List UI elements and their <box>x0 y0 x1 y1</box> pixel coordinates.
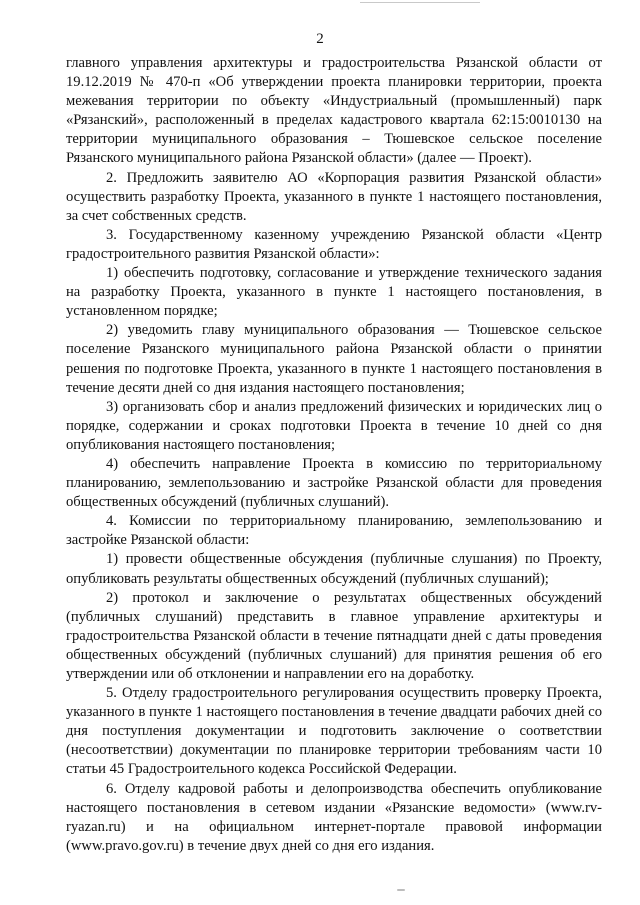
document-body <box>66 54 602 856</box>
paragraph-item-3: 3. Государственному казенному учреждению Рязанской области «Центр градостроительного развития Рязанской области»: <box>66 226 602 262</box>
paragraph-item-3-3: 3) организовать сбор и анализ предложений физических и юридических лиц о порядке, содержании и сроках подготовки Проекта в течение 10 дней со дня опубликования настоящего постановления; <box>66 398 602 453</box>
paragraph-item-6: 6. Отделу кадровой работы и делопроизводства обеспечить опубликование настоящего постановления в сетевом издании «Рязанские ведомости» (www.rv-ryazan.ru) и на официальном интернет-портале правовой информации (www.pravo.gov.ru) в течение двух дней со дня его издания. <box>66 780 602 854</box>
paragraph-item-3-2: 2) уведомить главу муниципального образования — Тюшевское сельское поселение Рязанского муниципального района Рязанской области о принятии решения по подготовке Проекта, указанного в пункте 1 настоящего постановления в течение десяти дней со дня издания настоящего постановления; <box>66 322 602 396</box>
scan-top-rule <box>360 2 480 3</box>
paragraph-item-5: 5. Отделу градостроительного регулирования осуществить проверку Проекта, указанного в пункте 1 настоящего постановления в течение двадцати рабочих дней со дня поступления документации и подготовить заключение о соответствии (несоответствии) документации по планировке территории требованиям части 10 статьи 45 Градостроительного кодекса Российской Федерации. <box>66 685 602 778</box>
paragraph-item-4-1: 1) провести общественные обсуждения (публичные слушания) по Проекту, опубликовать результаты общественных обсуждений (публичных слушаний); <box>66 551 602 587</box>
paragraph-item-2: 2. Предложить заявителю АО «Корпорация развития Рязанской области» осуществить разработку Проекта, указанного в пункте 1 настоящего постановления, за счет собственных средств. <box>66 169 602 224</box>
paragraph-item-3-1: 1) обеспечить подготовку, согласование и утверждение технического задания на разработку Проекта, указанного в пункте 1 настоящего постановления, в установленном порядке; <box>66 265 602 320</box>
paragraph-item-4-2: 2) протокол и заключение о результатах общественных обсуждений (публичных слушаний) представить в главное управление архитектуры и градостроительства Рязанской области в течение пятнадцати дней с даты проведения общественных обсуждений (публичных слушаний) для принятия решения об его утверждении или об отклонении и направлении его на доработку. <box>66 589 602 682</box>
paragraph-item-3-4: 4) обеспечить направление Проекта в комиссию по территориальному планированию, землепользованию и застройке Рязанской области для проведения общественных обсуждений (публичных слушаний). <box>66 455 602 511</box>
page-number: 2 <box>316 31 324 47</box>
scan-speck-mark <box>397 889 405 891</box>
paragraph-item-4: 4. Комиссии по территориальному планированию, землепользованию и застройке Рязанской области: <box>66 513 602 549</box>
paragraph-continuation: главного управления архитектуры и градостроительства Рязанской области от 19.12.2019 № 470-п «Об утверждении проекта планировки территории, проекта межевания территории по объекту «Индустриальный (промышленный) парк «Рязанский», расположенный в пределах кадастрового квартала 62:15:0010130 на территории муниципального образования – Тюшевское сельское поселение Рязанского муниципального района Рязанской области» (далее — Проект). <box>66 55 602 167</box>
